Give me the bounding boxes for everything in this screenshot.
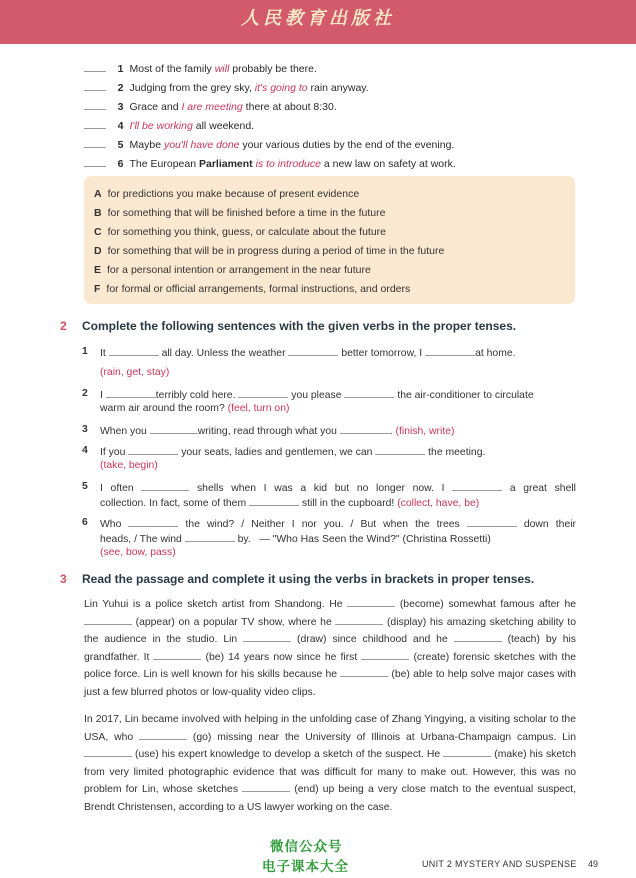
- question-line: [100, 346, 516, 360]
- q-text: When you: [100, 426, 147, 437]
- matching-item: [84, 100, 337, 113]
- question-line: [100, 388, 534, 402]
- answer-blank[interactable]: [344, 388, 394, 398]
- section-number: 3: [60, 572, 67, 586]
- q-text: a great shell: [509, 483, 576, 494]
- option-letter: A: [94, 188, 102, 200]
- q-text: writing, read through what you: [197, 426, 337, 437]
- q-text: I: [100, 390, 103, 401]
- q-text: warm air around the room?: [100, 403, 225, 414]
- matching-item: [84, 138, 454, 151]
- item-text: rain anyway.: [307, 82, 369, 94]
- q-text: terribly cold here.: [155, 390, 236, 401]
- answer-blank[interactable]: [153, 650, 201, 660]
- question-line: [100, 424, 454, 438]
- answer-blank[interactable]: [84, 100, 106, 110]
- question-number: 2: [82, 388, 88, 399]
- option-text: for something you think, guess, or calculate about the future: [107, 226, 387, 238]
- question-number: 4: [82, 445, 88, 456]
- option-letter: D: [94, 245, 102, 257]
- passage-text: Lin Yuhui is a police sketch artist from Shandong. He: [84, 599, 348, 610]
- q-text: all day. Unless the weather: [161, 348, 286, 359]
- item-text: probably be there.: [229, 63, 317, 75]
- answer-blank[interactable]: [84, 747, 132, 757]
- answer-blank[interactable]: [150, 424, 198, 434]
- item-text: Judging from the grey sky,: [129, 82, 255, 94]
- passage-text: (appear) on a popular TV show, where he: [132, 616, 336, 628]
- item-number: 2: [117, 82, 124, 94]
- item-number: 6: [117, 158, 124, 170]
- option-text: for predictions you make because of present evidence: [107, 188, 360, 200]
- answer-blank[interactable]: [335, 615, 383, 625]
- answer-blank[interactable]: [452, 481, 502, 491]
- item-highlight: it's going to: [254, 82, 308, 94]
- verb-hint: (feel, turn on): [224, 403, 290, 414]
- option-f: [94, 283, 410, 295]
- answer-blank[interactable]: [139, 730, 187, 740]
- item-number: 5: [117, 139, 124, 151]
- q-text: the meeting.: [428, 447, 486, 458]
- item-number: 3: [117, 101, 124, 113]
- q-text: down their: [523, 519, 576, 530]
- answer-blank[interactable]: [141, 481, 189, 491]
- passage-text: (create) forensic sketches with the police force. Lin is well known for his skills because he: [84, 651, 576, 681]
- answer-blank[interactable]: [84, 62, 106, 72]
- answer-blank[interactable]: [84, 615, 132, 625]
- passage-text: (draw) since childhood and he: [291, 634, 454, 646]
- question-line: [100, 481, 576, 495]
- answer-blank[interactable]: [288, 346, 338, 356]
- item-number: 4: [117, 120, 124, 132]
- passage-text: (go) missing near the University of Illinois at Urbana-Champaign campus. Lin: [187, 731, 577, 743]
- q-text: It: [100, 348, 106, 359]
- passage-text: (be) 14 years now since he first: [201, 651, 362, 663]
- question-line: [100, 517, 576, 531]
- passage-text: (make) his sketch from very limited photographic evidence that was difficult for many to make out. However, this was no problem for Lin, whose sketches: [84, 749, 576, 796]
- item-text: The European: [129, 158, 199, 170]
- passage-paragraph-1: [84, 596, 576, 702]
- answer-blank[interactable]: [84, 138, 106, 148]
- passage-text: (display) his amazing sketching ability to the audience in the studio. Lin: [84, 616, 576, 646]
- answer-blank[interactable]: [128, 517, 178, 527]
- wechat-watermark-line-2: 电子课本大全: [262, 859, 349, 875]
- item-bold: Parliament: [198, 158, 253, 170]
- unit-title: UNIT 2 MYSTERY AND SUSPENSE: [422, 859, 577, 869]
- verb-hint: (take, begin): [100, 460, 158, 471]
- question-line: [100, 445, 485, 459]
- item-highlight: I'll be working: [129, 120, 193, 132]
- answer-blank[interactable]: [249, 496, 299, 506]
- answer-blank[interactable]: [340, 424, 390, 434]
- option-a: [94, 188, 359, 200]
- option-text: for something that will be in progress during a period of time in the future: [107, 245, 445, 257]
- item-highlight: I are meeting: [181, 101, 243, 113]
- answer-blank[interactable]: [84, 81, 106, 91]
- item-text: all weekend.: [192, 120, 255, 132]
- q-text: I often: [100, 483, 134, 494]
- passage-text: he: [559, 599, 577, 610]
- question-line: [100, 532, 491, 546]
- answer-blank[interactable]: [443, 747, 491, 757]
- q-text: shells when I was a kid but no longer now. I: [196, 483, 445, 494]
- item-text: Grace and: [129, 101, 182, 113]
- q-text: better tomorrow, I: [341, 348, 423, 359]
- passage-text: (end) up being a very close match to the eventual suspect, Brendt Christensen, according to a US lawyer working on the case.: [84, 784, 576, 813]
- matching-item: [84, 81, 369, 94]
- item-number: 1: [117, 63, 124, 75]
- answer-blank[interactable]: [425, 346, 475, 356]
- publisher-logo: 人民教育出版社: [241, 8, 395, 29]
- verb-hint: (see, bow, pass): [100, 547, 176, 558]
- answer-blank[interactable]: [347, 597, 395, 607]
- option-letter: B: [94, 207, 102, 219]
- q-text: by.: [237, 534, 251, 545]
- answer-blank[interactable]: [128, 445, 178, 455]
- item-text: there at about 8:30.: [242, 101, 337, 113]
- item-highlight: you'll have done: [163, 139, 240, 151]
- question-number: 3: [82, 424, 88, 435]
- answer-blank[interactable]: [467, 517, 517, 527]
- option-letter: F: [94, 283, 101, 295]
- option-text: for something that will be finished before a time in the future: [107, 207, 386, 219]
- answer-blank[interactable]: [84, 119, 106, 129]
- answer-blank[interactable]: [375, 445, 425, 455]
- option-b: [94, 207, 385, 219]
- answer-blank[interactable]: [84, 157, 106, 167]
- verb-hint: (collect, have, be): [394, 498, 480, 509]
- answer-blank[interactable]: [242, 782, 290, 792]
- passage-text: (be) able to help solve major cases with just a few blurred photos or low-quality video clips.: [84, 669, 576, 698]
- section-number: 2: [60, 319, 67, 333]
- item-text: a new law on safety at work.: [320, 158, 456, 170]
- passage-text: (teach) by his grandfather. It: [84, 634, 576, 663]
- option-text: for a personal intention or arrangement in the near future: [107, 264, 371, 276]
- question-number: 5: [82, 481, 88, 492]
- option-letter: E: [94, 264, 102, 276]
- q-text: at home.: [475, 348, 516, 359]
- option-e: [94, 264, 371, 276]
- question-line: [100, 403, 289, 415]
- passage-paragraph-2: [84, 711, 576, 817]
- q-text: .: [389, 426, 393, 437]
- answer-blank[interactable]: [361, 650, 409, 660]
- item-text: Most of the family: [129, 63, 215, 75]
- question-line: [100, 496, 479, 510]
- item-highlight: will: [214, 63, 230, 75]
- item-highlight: is to introduce: [252, 158, 321, 170]
- item-text: your various duties by the end of the evening.: [239, 139, 455, 151]
- passage-text: (become) somewhat famous after: [395, 599, 560, 610]
- q-text: heads, / The wind: [100, 534, 182, 545]
- answer-blank[interactable]: [454, 632, 502, 642]
- q-text: collection. In fact, some of them: [100, 498, 247, 509]
- matching-item: [84, 157, 456, 170]
- passage-text: In 2017, Lin became involved with helping in the unfolding case of Zhang Yingying, a visiting scholar to the USA, who: [84, 714, 576, 743]
- answer-blank[interactable]: [185, 532, 235, 542]
- page-number: 49: [588, 859, 599, 869]
- q-text: you please: [291, 390, 342, 401]
- q-text: still in the cupboard!: [301, 498, 395, 509]
- answer-blank[interactable]: [243, 632, 291, 642]
- answer-blank[interactable]: [340, 667, 388, 677]
- option-c: [94, 226, 386, 238]
- section-title: Complete the following sentences with the given verbs in the proper tenses.: [82, 319, 517, 333]
- answer-blank[interactable]: [238, 388, 288, 398]
- wechat-watermark-line-1: 微信公众号: [270, 839, 343, 855]
- matching-item: [84, 119, 254, 132]
- question-number: 1: [82, 346, 88, 357]
- q-text: If you: [100, 447, 126, 458]
- q-text: your seats, ladies and gentlemen, we can: [181, 447, 373, 458]
- option-d: [94, 245, 444, 257]
- verb-hint: (rain, get, stay): [100, 367, 170, 378]
- q-text: the wind? / Neither I nor you. / But when the trees: [185, 519, 460, 530]
- q-text: Who: [100, 519, 122, 530]
- poem-citation: — "Who Has Seen the Wind?" (Christina Rossetti): [259, 534, 491, 545]
- matching-item: [84, 62, 317, 75]
- q-text: the air-conditioner to circulate: [397, 390, 534, 401]
- verb-hint: (finish, write): [392, 426, 455, 437]
- item-text: Maybe: [129, 139, 164, 151]
- passage-text: (use) his expert knowledge to develop a sketch of the suspect. He: [132, 749, 444, 761]
- option-letter: C: [94, 226, 102, 238]
- answer-blank[interactable]: [106, 388, 156, 398]
- option-text: for formal or official arrangements, formal instructions, and orders: [106, 283, 411, 295]
- question-number: 6: [82, 517, 88, 528]
- answer-blank[interactable]: [109, 346, 159, 356]
- section-title: Read the passage and complete it using the verbs in brackets in proper tenses.: [82, 572, 535, 586]
